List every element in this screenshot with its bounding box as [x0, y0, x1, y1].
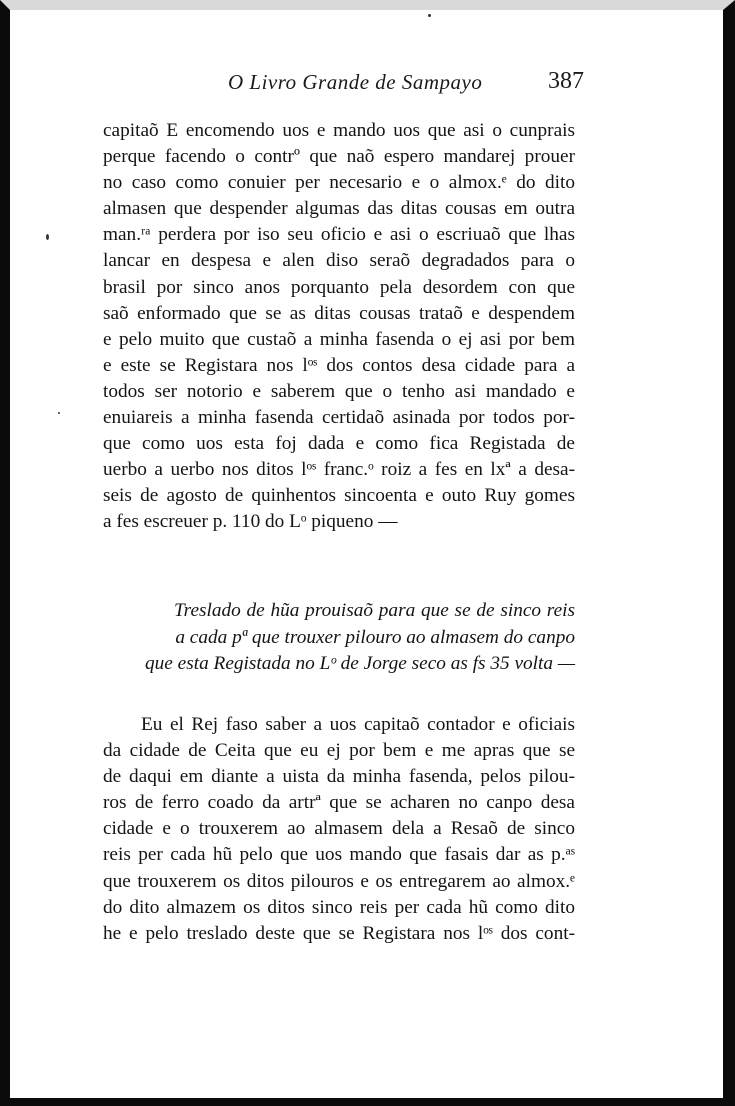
- text-line: brasil por sinco anos porquanto pela desordem con que: [103, 276, 575, 298]
- text-line: he e pelo treslado deste que se Registara nos lᵒˢ dos cont-: [103, 922, 575, 944]
- text-line: a fes escreuer p. 110 do Lᵒ piqueno —: [103, 511, 398, 533]
- text-line: man.ʳᵃ perdera por iso seu oficio e asi o escriuaõ que lhas: [103, 224, 575, 246]
- text-line: almasen que despender algumas das ditas cousas em outra: [103, 198, 575, 220]
- running-title: O Livro Grande de Sampayo: [228, 70, 483, 94]
- text-line: ros de ferro coado da artrª que se acharen no canpo desa: [103, 792, 575, 814]
- heading-line: que esta Registada no Lᵒ de Jorge seco as fs 35 volta —: [145, 653, 575, 674]
- page-header: [228, 70, 588, 104]
- section-heading: [130, 598, 575, 678]
- text-line: de daqui em diante a uista da minha fasenda, pelos pilou-: [103, 766, 575, 788]
- text-line: reis per cada hũ pelo que uos mando que fasais dar as p.ᵃˢ: [103, 844, 575, 866]
- text-line: perque facendo o contrº que naõ espero mandarej prouer: [103, 146, 575, 168]
- text-line: e este se Registara nos lᵒˢ dos contos desa cidade para a: [103, 354, 575, 376]
- text-line: capitaõ E encomendo uos e mando uos que asi o cunprais: [103, 120, 575, 141]
- text-line: seis de agosto de quinhentos sincoenta e outo Ruy gomes: [103, 485, 575, 507]
- text-line: que trouxerem os ditos pilouros e os entregarem ao almox.ᵉ: [103, 870, 575, 892]
- text-line: todos ser notorio e saberem que o tenho asi mandado e: [103, 380, 575, 402]
- text-line: que como uos esta foj dada e como fica Registada de: [103, 433, 575, 455]
- text-line: do dito almazem os ditos sinco reis per cada hũ como dito: [103, 896, 575, 918]
- heading-line: Treslado de hũa prouisaõ para que se de sinco reis: [174, 600, 575, 621]
- text-line: uerbo a uerbo nos ditos lᵒˢ franc.ᵒ roiz a fes en lxª a desa-: [103, 459, 575, 481]
- page-number: 387: [548, 68, 584, 94]
- scan-speck: [46, 234, 49, 240]
- scan-speck: [428, 14, 431, 17]
- paragraph-decree: [103, 712, 575, 947]
- text-line: cidade e o trouxerem ao almasem dela a Resaõ de sinco: [103, 818, 575, 840]
- paragraph-continued: [103, 118, 575, 536]
- text-line: Eu el Rej faso saber a uos capitaõ contador e oficiais: [141, 714, 575, 735]
- text-line: enuiareis a minha fasenda certidaõ asinada por todos por-: [103, 407, 575, 429]
- text-line: lancar en despesa e alen diso seraõ degradados para o: [103, 250, 575, 272]
- text-line: saõ enformado que se as ditas cousas trataõ e despendem: [103, 302, 575, 324]
- heading-line: a cada pª que trouxer pilouro ao almasem do canpo: [175, 626, 575, 648]
- scan-speck: [58, 412, 60, 414]
- text-line: e pelo muito que custaõ a minha fasenda o ej asi por bem: [103, 328, 575, 350]
- text-line: da cidade de Ceita que eu ej por bem e me apras que se: [103, 740, 575, 762]
- text-line: no caso como conuier per necesario e o almox.ᵉ do dito: [103, 172, 575, 194]
